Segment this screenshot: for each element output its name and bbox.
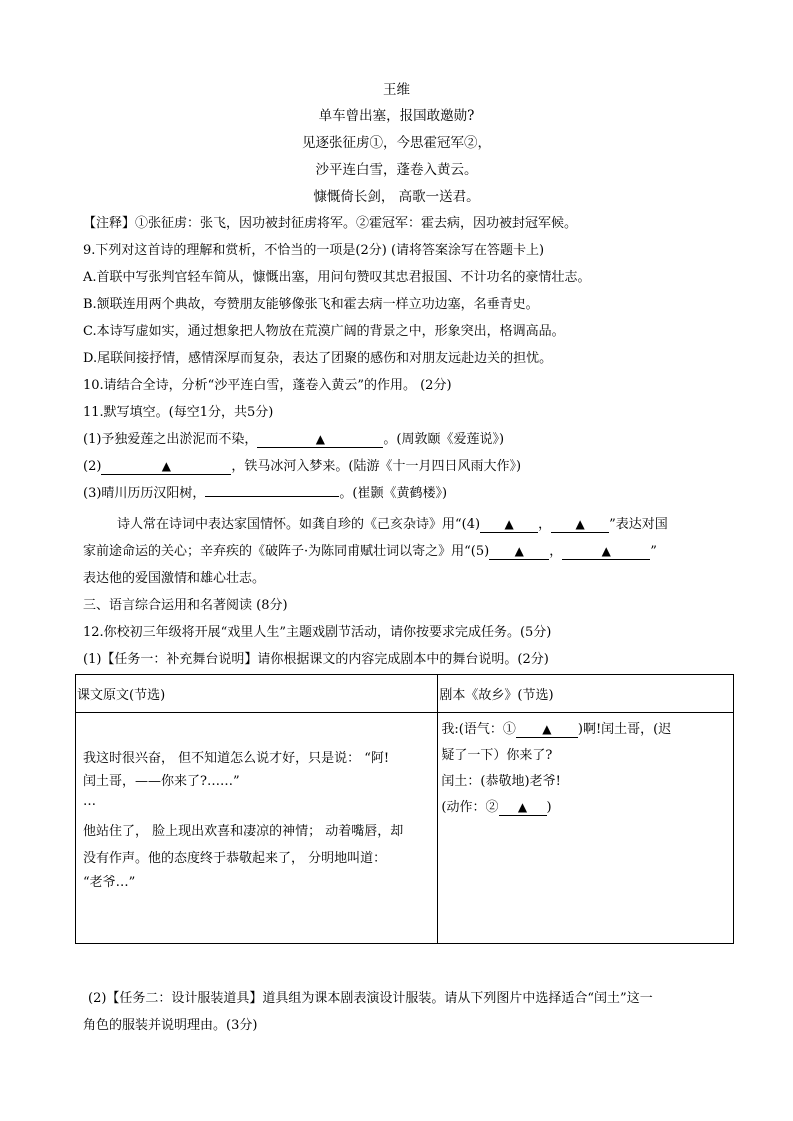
answer-blank[interactable] [480, 517, 538, 533]
answer-blank[interactable] [551, 517, 609, 533]
table-header-script: 剧本《故乡》(节选) [438, 675, 734, 713]
table-header-source: 课文原文(节选) [76, 675, 438, 713]
option-d: D.尾联间接抒情，感情深厚而复杂，表达了团聚的感伤和对朋友远赴边关的担忧。 [83, 351, 553, 366]
fill-line-2: (2) ▲ ，铁马冰河入梦来。(陆游《十一月四日风雨大作》) [83, 459, 522, 474]
question-10: 10.请结合全诗，分析“沙平连白雪，蓬卷入黄云”的作用。 (2分) [83, 378, 452, 393]
script-line: (动作：② ▲ ) [441, 800, 552, 815]
comparison-table [75, 674, 734, 944]
fill-paragraph-line-2: 家前途命运的关心；辛弃疾的《破阵子·为陈同甫赋壮词以寄之》用“(5) ▲ ， ▲ ” [83, 544, 657, 559]
source-line: … [83, 794, 96, 809]
answer-blank[interactable] [257, 432, 383, 448]
script-line: 闰土：(恭敬地)老爷! [441, 774, 561, 789]
triangle-marker: ▲ [601, 544, 611, 558]
section-3-heading: 三、语言综合运用和名著阅读 (8分) [83, 598, 288, 613]
triangle-marker: ▲ [161, 459, 172, 473]
triangle-marker: ▲ [542, 722, 552, 736]
fill-line-1: (1)予独爱莲之出淤泥而不染， ▲ 。(周敦颐《爱莲说》) [83, 432, 505, 447]
question-11-stem: 11.默写填空。(每空1分，共5分) [83, 405, 274, 420]
source-line: 我这时很兴奋， 但不知道怎么说才好，只是说： “阿! [83, 751, 390, 766]
task-2-line-2: 角色的服装并说明理由。(3分) [83, 1018, 258, 1033]
fill-paragraph-line-3: 表达他的爱国激情和雄心壮志。 [83, 571, 266, 586]
triangle-marker: ▲ [514, 544, 524, 558]
script-line: 疑了一下）你来了? [441, 748, 553, 763]
source-text-cell [76, 713, 438, 944]
question-12-stem: 12.你校初三年级将开展“戏里人生”主题戏剧节活动，请你按要求完成任务。(5分) [83, 625, 552, 640]
task-1-heading: (1)【任务一：补充舞台说明】请你根据课文的内容完成剧本中的舞台说明。(2分) [83, 652, 549, 667]
source-line: “老爷…” [83, 875, 136, 890]
answer-blank[interactable] [516, 722, 578, 738]
answer-blank[interactable] [499, 800, 547, 816]
question-9-stem: 9.下列对这首诗的理解和赏析，不恰当的一项是(2分) (请将答案涂写在答题卡上) [83, 243, 545, 258]
poem-line: 单车曾出塞，报国敢邀勋? [318, 108, 475, 124]
triangle-marker: ▲ [504, 517, 514, 531]
task-2-line-1: (2)【任务二：设计服装道具】道具组为课本剧表演设计服装。请从下列图片中选择适合“闰土”这一 [88, 991, 653, 1006]
option-b: B.颔联连用两个典故，夸赞朋友能够像张飞和霍去病一样立功边塞，名垂青史。 [83, 297, 539, 312]
script-line: 我:(语气：① ▲ )啊!闰土哥，(迟 [441, 722, 672, 737]
source-line: 没有作声。他的态度终于恭敬起来了， 分明地叫道： [83, 851, 387, 866]
poem-line: 见逐张征虏①，今思霍冠军②， [302, 135, 491, 151]
answer-blank[interactable] [489, 544, 549, 560]
triangle-marker: ▲ [575, 517, 585, 531]
poem-author: 王维 [383, 82, 410, 98]
option-c: C.本诗写虚如实，通过想象把人物放在荒漠广阔的背景之中，形象突出，格调高品。 [83, 324, 565, 339]
fill-line-3: (3)晴川历历汉阳树， 。(崔颢《黄鹤楼》) [83, 486, 448, 501]
annotation-note: 【注释】①张征虏：张飞，因功被封征虏将军。②霍冠军：霍去病，因功被封冠军候。 [83, 216, 578, 231]
option-a: A.首联中写张判官轻车简从，慷慨出塞，用问句赞叹其忠君报国、不计功名的豪情壮志。 [83, 270, 591, 285]
answer-blank[interactable] [562, 544, 650, 560]
script-text-cell [438, 713, 734, 944]
triangle-marker: ▲ [517, 800, 528, 814]
poem-line: 慷慨倚长剑， 高歌一送君。 [313, 189, 480, 205]
answer-blank[interactable] [205, 496, 339, 497]
fill-paragraph-line-1: 诗人常在诗词中表达家国情怀。如龚自珍的《己亥杂诗》用“(4) ▲ ， ▲ ”表达对国 [117, 517, 668, 532]
triangle-marker: ▲ [315, 432, 326, 446]
answer-blank[interactable] [101, 459, 231, 475]
source-line: 他站住了， 脸上现出欢喜和凄凉的神情； 动着嘴唇，却 [83, 824, 404, 839]
source-line: 闰土哥，——你来了?……” [83, 774, 240, 789]
poem-line: 沙平连白雪，蓬卷入黄云。 [315, 162, 478, 178]
